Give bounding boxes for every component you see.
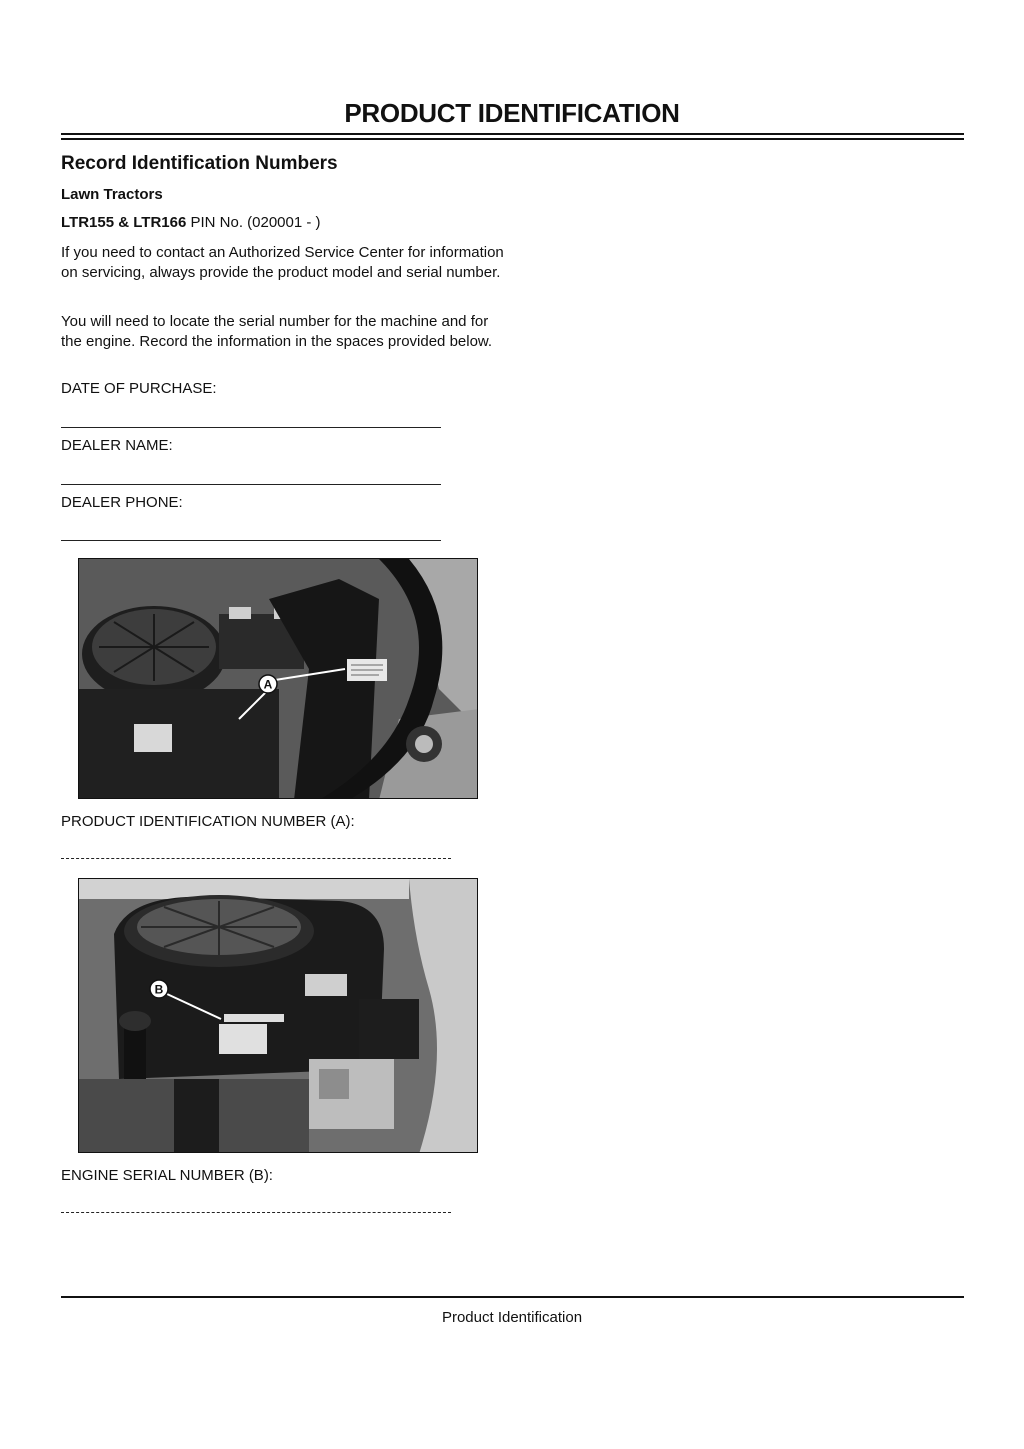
dealer-phone-line xyxy=(61,540,441,541)
engine-serial-number-line xyxy=(61,1212,451,1213)
engine-serial-number-label: ENGINE SERIAL NUMBER (B): xyxy=(61,1167,273,1184)
dealer-phone-label: DEALER PHONE: xyxy=(61,494,183,511)
contact-paragraph: If you need to contact an Authorized Service Center for information on servicing, always provide the product model and serial number. xyxy=(61,244,504,281)
pin-range: PIN No. (020001 - ) xyxy=(186,214,321,231)
dealer-name-label: DEALER NAME: xyxy=(61,437,173,454)
model-names: LTR155 & LTR166 xyxy=(61,214,187,231)
page-title: PRODUCT IDENTIFICATION xyxy=(344,98,680,128)
model-line xyxy=(61,214,321,231)
tractor-frame-photo xyxy=(78,558,478,799)
subheading: Lawn Tractors xyxy=(61,186,163,203)
section-heading: Record Identification Numbers xyxy=(61,153,338,174)
footer-text: Product Identification xyxy=(441,1309,583,1326)
callout-b xyxy=(150,980,168,998)
engine-photo xyxy=(78,878,478,1153)
callout-a xyxy=(259,675,277,693)
callout-a-label: A xyxy=(263,677,273,692)
title-rule-bottom xyxy=(61,138,964,140)
product-id-number-label: PRODUCT IDENTIFICATION NUMBER (A): xyxy=(61,813,355,830)
date-of-purchase-label: DATE OF PURCHASE: xyxy=(61,380,217,397)
dealer-name-line xyxy=(61,484,441,485)
title-rule-top xyxy=(61,133,964,135)
product-id-number-line xyxy=(61,858,451,859)
locate-paragraph: You will need to locate the serial number for the machine and for the engine. Record the information in the spaces provided below. xyxy=(61,313,493,350)
date-of-purchase-line xyxy=(61,427,441,428)
callout-b-label: B xyxy=(154,982,164,997)
footer-rule xyxy=(61,1296,964,1298)
